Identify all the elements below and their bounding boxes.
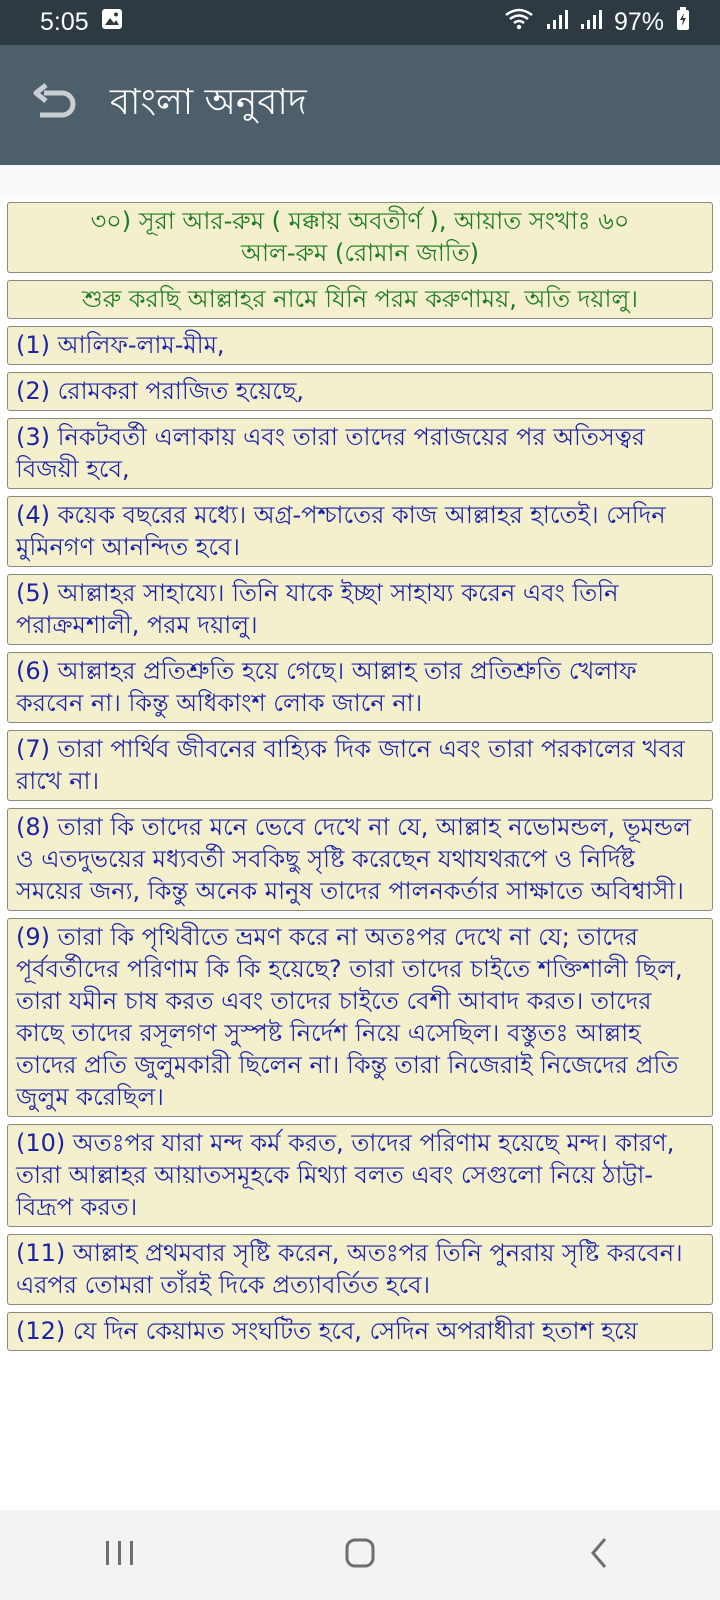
back-chevron-icon (585, 1536, 615, 1574)
surah-heading-card (7, 202, 713, 273)
signal-icon (546, 8, 568, 37)
verse-text: (5) আল্লাহর সাহায্যে। তিনি যাকে ইচ্ছা সাহায্য করেন এবং তিনি পরাক্রমশালী, পরম দয়ালু। (16, 579, 619, 639)
verse-item[interactable] (7, 372, 713, 411)
verse-item[interactable] (7, 730, 713, 801)
navigation-bar (0, 1510, 720, 1600)
signal-icon (580, 8, 602, 37)
home-button[interactable] (310, 1525, 410, 1585)
battery-icon (676, 7, 690, 38)
verse-text: (7) তারা পার্থিব জীবনের বাহ্যিক দিক জানে এবং তারা পরকালের খবর রাখে না। (16, 735, 685, 795)
verse-text: (9) তারা কি পৃথিবীতে ভ্রমণ করে না অতঃপর দেখে না যে; তাদের পূর্ববর্তীদের পরিণাম কি কি হয়েছে? তারা তাদের চাইতে শক্তিশালী ছিল, তারা যমীন চাষ করত এবং তাদের চাইতে বেশী আবাদ করত। তাদের কাছে তাদের রসূলগণ সুস্পষ্ট নির্দেশ নিয়ে এসেছিল। বস্তুতঃ আল্লাহ তাদের প্রতি জুলুমকারী ছিলেন না। কিন্তু তারা নিজেরাই নিজেদের প্রতি জুলুম করেছিল। (16, 923, 683, 1111)
status-left (40, 8, 123, 37)
app-bar (0, 45, 720, 165)
verse-list[interactable] (0, 195, 720, 1510)
verse-item[interactable] (7, 918, 713, 1117)
back-button[interactable] (25, 75, 85, 135)
verse-item[interactable] (7, 1234, 713, 1305)
verse-text: (6) আল্লাহর প্রতিশ্রুতি হয়ে গেছে। আল্লাহ তার প্রতিশ্রুতি খেলাফ করবেন না। কিন্তু অধিকাংশ লোক জানে না। (16, 657, 637, 717)
verse-text: (10) অতঃপর যারা মন্দ কর্ম করত, তাদের পরিণাম হয়েছে মন্দ। কারণ, তারা আল্লাহর আয়াতসমূহকে মিথ্যা বলত এবং সেগুলো নিয়ে ঠাট্টা-বিদ্রূপ করত। (16, 1129, 675, 1221)
bismillah-text: শুরু করছি আল্লাহর নামে যিনি পরম করুণাময়, অতি দয়ালু। (82, 285, 638, 313)
undo-arrow-icon (32, 83, 78, 127)
status-right (504, 7, 690, 38)
verse-item[interactable] (7, 1312, 713, 1351)
battery-percent: 97% (613, 8, 664, 36)
verse-item[interactable] (7, 808, 713, 911)
verse-item[interactable] (7, 496, 713, 567)
top-spacer (0, 165, 720, 195)
verse-text: (2) রোমকরা পরাজিত হয়েছে, (16, 377, 305, 405)
system-back-button[interactable] (550, 1525, 650, 1585)
bismillah-card (7, 280, 713, 319)
home-icon (343, 1536, 377, 1574)
verse-text: (3) নিকটবর্তী এলাকায় এবং তারা তাদের পরাজয়ের পর অতিসত্বর বিজয়ী হবে, (16, 423, 645, 483)
verse-item[interactable] (7, 418, 713, 489)
status-bar (0, 0, 720, 45)
surah-subtitle: আল-রুম (রোমান জাতি) (240, 239, 480, 267)
verse-text: (1) আলিফ-লাম-মীম, (16, 331, 225, 359)
verse-item[interactable] (7, 1124, 713, 1227)
verse-item[interactable] (7, 652, 713, 723)
verse-item[interactable] (7, 574, 713, 645)
image-icon (101, 8, 123, 37)
wifi-icon (504, 7, 534, 38)
verse-text: (12) যে দিন কেয়ামত সংঘটিত হবে, সেদিন অপরাধীরা হতাশ হয়ে (16, 1317, 638, 1345)
page-title: বাংলা অনুবাদ (110, 82, 307, 123)
verse-text: (4) কয়েক বছরের মধ্যে। অগ্র-পশ্চাতের কাজ আল্লাহর হাতেই। সেদিন মুমিনগণ আনন্দিত হবে। (16, 501, 666, 561)
status-time: 5:05 (40, 8, 89, 36)
verse-text: (8) তারা কি তাদের মনে ভেবে দেখে না যে, আল্লাহ নভোমন্ডল, ভূমন্ডল ও এতদুভয়ের মধ্যবর্তী সবকিছু সৃষ্টি করেছেন যথাযথরূপে ও নির্দিষ্ট সময়ের জন্য, কিন্তু অনেক মানুষ তাদের পালনকর্তার সাক্ষাতে অবিশ্বাসী। (16, 813, 691, 905)
recent-apps-button[interactable] (70, 1525, 170, 1585)
surah-heading: ৩০) সূরা আর-রুম ( মক্কায় অবতীর্ণ ), আয়াত সংখাঃ ৬০ (90, 207, 630, 235)
verse-item[interactable] (7, 326, 713, 365)
recent-apps-icon (103, 1538, 137, 1572)
verse-text: (11) আল্লাহ প্রথমবার সৃষ্টি করেন, অতঃপর তিনি পুনরায় সৃষ্টি করবেন। এরপর তোমরা তাঁরই দিকে প্রত্যাবর্তিত হবে। (16, 1239, 683, 1299)
